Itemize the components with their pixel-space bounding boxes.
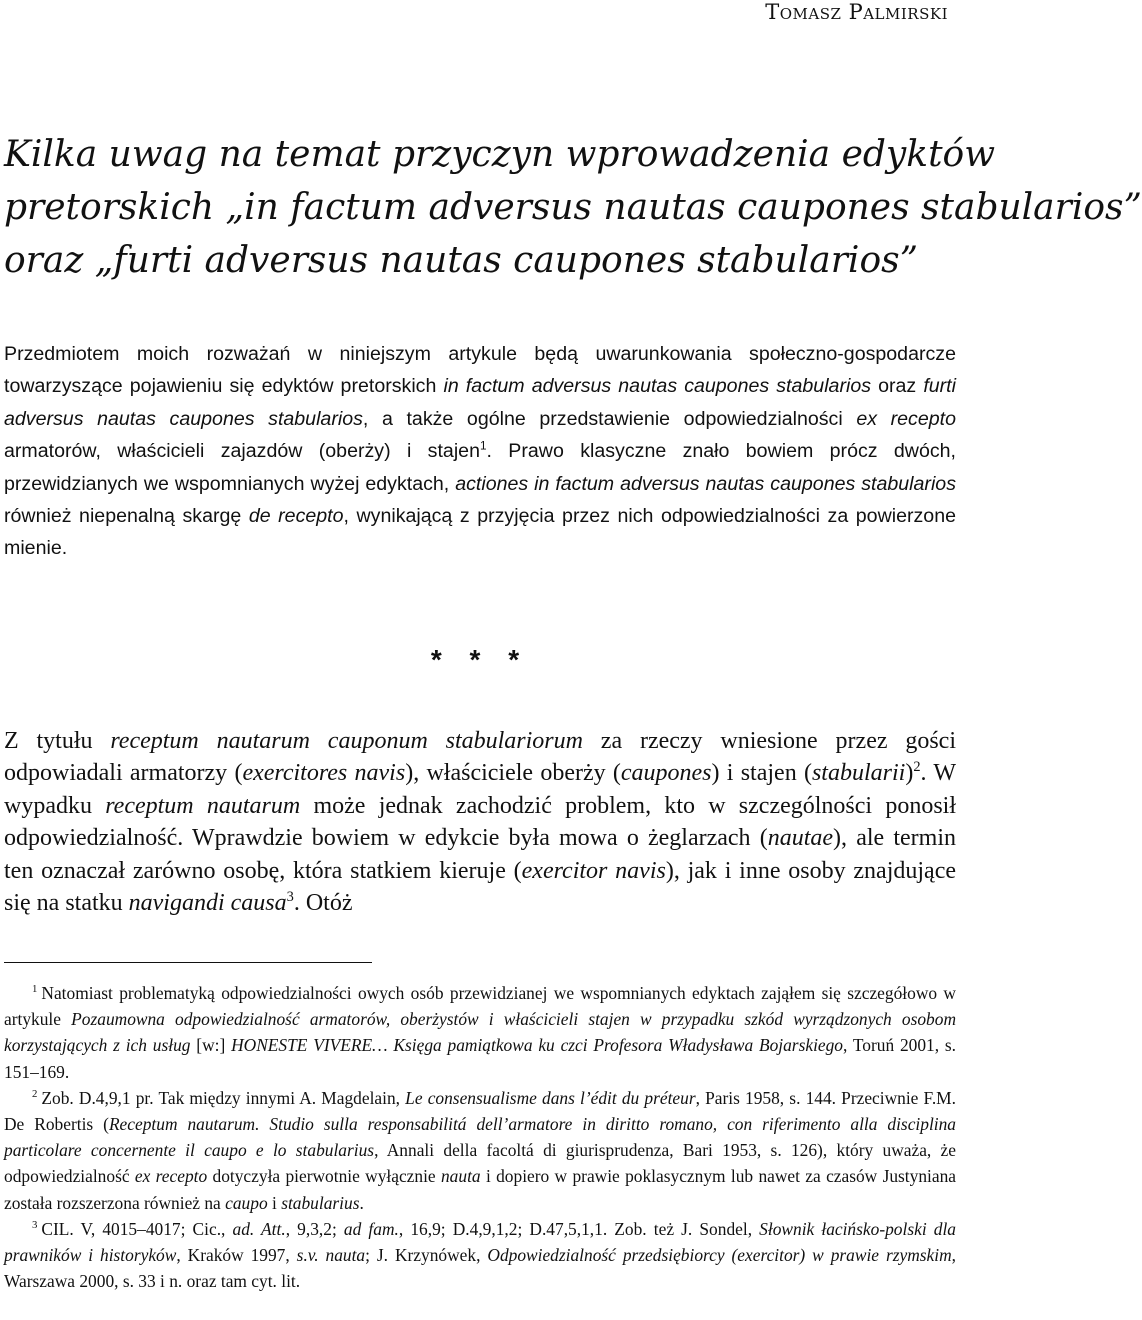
footnote-ref[interactable]: 2 xyxy=(913,759,921,776)
text-run: , 16,9; D.4,9,1,2; D.47,5,1,1. Zob. też J. Sondel, xyxy=(398,1218,760,1239)
text-run: , a także ogólne przedstawienie odpowiedzialności xyxy=(362,407,857,430)
latin-term: exercitores navis xyxy=(242,760,406,787)
citation-title: HONESTE VIVERE… Księga pamiątkowa ku czci Profesora Władysława Bojarskiego xyxy=(231,1035,844,1056)
abstract-paragraph xyxy=(4,338,956,565)
title-line: oraz „furti adversus nautas caupones stabularios” xyxy=(4,240,918,281)
latin-term: caupones xyxy=(620,760,712,787)
running-head-author: Tomasz Palmirski xyxy=(765,0,948,24)
text-run: [w:] xyxy=(190,1035,232,1056)
text-run: , Annali della facoltá di giurisprudenza, Bari 1953, s. 126), który uważa, że odpowiedzialność xyxy=(4,1140,956,1187)
citation-title: Le consensualisme dans l’édit du préteur xyxy=(405,1087,696,1108)
text-run: . xyxy=(359,1192,364,1213)
body-paragraph xyxy=(4,725,956,919)
footnote-1 xyxy=(4,980,956,1085)
text-run: Natomiast problematyką odpowiedzialności owych osób przewidzianej we wspomnianych edyktach zająłem się szczegółowo w artykule xyxy=(4,983,956,1030)
footnote-3 xyxy=(4,1216,956,1295)
citation-title: Pozaumowna odpowiedzialność armatorów, oberżystów i właścicieli stajen w przypadku szkód wyrządzonych osobom korzystających z ich usług xyxy=(4,1009,957,1056)
text-run: ) i stajen ( xyxy=(711,760,812,787)
text-run: może jednak zachodzić problem, kto w szczególności ponosił odpowiedzialność. Wprawdzie bowiem w edykcie była mowa o żeglarzach ( xyxy=(4,792,957,852)
text-run: . Otóż xyxy=(293,890,353,917)
citation-title: ad fam. xyxy=(343,1218,399,1239)
text-run: , Warszawa 2000, s. 33 i n. oraz tam cyt. lit. xyxy=(4,1245,957,1292)
text-run: ), właściciele oberży ( xyxy=(405,760,621,787)
text-run: ), jak i inne osoby znajdujące się na statku xyxy=(4,857,956,917)
text-run: za rzeczy wniesione przez gości odpowiadali armatorzy ( xyxy=(4,728,956,787)
text-run: i xyxy=(267,1192,282,1213)
text-run: Z tytułu xyxy=(4,728,111,754)
section-separator: * * * xyxy=(430,644,530,675)
text-run: , wynikającą z przyjęcia przez nich odpowiedzialności za powierzone mienie. xyxy=(4,505,956,560)
text-run: ) xyxy=(905,760,914,787)
latin-term: actiones in factum adversus nautas caupones stabularios xyxy=(455,472,956,495)
latin-term: stabularius xyxy=(281,1192,360,1213)
latin-term: nautae xyxy=(767,825,834,852)
latin-term: receptum nautarum cauponum stabulariorum xyxy=(110,728,583,754)
text-run: Przedmiotem moich rozważań w niniejszym artykule będą uwarunkowania społeczno-gospodarcze towarzyszące pojawieniu się edyktów pretorskich xyxy=(4,343,956,398)
citation-title: s.v. nauta xyxy=(296,1245,366,1266)
text-run: ), ale termin ten oznaczał zarówno osobę, która statkiem kieruje ( xyxy=(4,825,956,884)
citation-title: Receptum nautarum. Studio sulla responsabilitá dell’armatore in diritto romano, con riferimento alla disciplina particolare concernente il caupo e lo stabularius xyxy=(4,1114,956,1161)
title-line: pretorskich „in factum adversus nautas caupones stabularios” xyxy=(4,187,1142,228)
latin-term: ex recepto xyxy=(134,1166,208,1187)
latin-term: navigandi causa xyxy=(128,890,287,917)
article-title xyxy=(4,128,1142,287)
text-run: Zob. D.4,9,1 pr. Tak między innymi A. Magdelain, xyxy=(41,1087,406,1108)
latin-term: in factum adversus nautas caupones stabularios xyxy=(443,375,872,398)
latin-term: furti adversus nautas caupones stabularios xyxy=(4,375,956,430)
footnote-number: 3 xyxy=(32,1219,38,1232)
text-run: , Paris 1958, s. 144. Przeciwnie F.M. De Robertis ( xyxy=(4,1087,956,1135)
text-run: dotyczyła pierwotnie wyłącznie xyxy=(207,1166,441,1187)
text-run: , 9,3,2; xyxy=(285,1218,344,1239)
title-line: Kilka uwag na temat przyczyn wprowadzenia edyktów xyxy=(4,134,996,175)
latin-term: de recepto xyxy=(248,505,344,528)
citation-title: Odpowiedzialność przedsiębiorcy (exercitor) w prawie rzymskim xyxy=(487,1245,952,1266)
text-run: ; J. Krzynówek, xyxy=(365,1245,488,1266)
text-run: również niepenalną skargę xyxy=(4,505,249,528)
footnote-2 xyxy=(4,1085,956,1216)
text-run: . W wypadku xyxy=(4,760,956,819)
latin-term: ex recepto xyxy=(856,407,956,430)
latin-term: receptum nautarum xyxy=(105,792,301,819)
citation-title: ad. Att. xyxy=(232,1218,286,1239)
citation-title: Słownik łacińsko-polski dla prawników i historyków xyxy=(4,1218,956,1266)
footnote-ref[interactable]: 3 xyxy=(286,889,294,906)
text-run: . Prawo klasyczne znało bowiem prócz dwóch, przewidzianych we wspomnianych wyżej edyktach, xyxy=(4,440,956,495)
latin-term: exercitor navis xyxy=(521,857,666,884)
text-run: , Toruń 2001, s. 151–169. xyxy=(4,1035,957,1082)
text-run: armatorów, właścicieli zajazdów (oberży) i stajen xyxy=(4,440,480,463)
text-run: oraz xyxy=(871,375,924,398)
footnote-divider xyxy=(4,962,372,963)
latin-term: caupo xyxy=(225,1192,268,1213)
footnotes-section xyxy=(4,980,956,1294)
text-run: CIL. V, 4015–4017; Cic., xyxy=(41,1218,233,1239)
footnote-number: 1 xyxy=(32,983,38,996)
latin-term: stabularii xyxy=(811,760,906,787)
text-run: i dopiero w prawie poklasycznym lub nawet za czasów Justyniana została rozszerzona również na xyxy=(4,1166,956,1213)
footnote-number: 2 xyxy=(32,1088,38,1101)
latin-term: nauta xyxy=(440,1166,481,1187)
text-run: , Kraków 1997, xyxy=(176,1245,297,1266)
footnote-ref[interactable]: 1 xyxy=(479,439,487,453)
